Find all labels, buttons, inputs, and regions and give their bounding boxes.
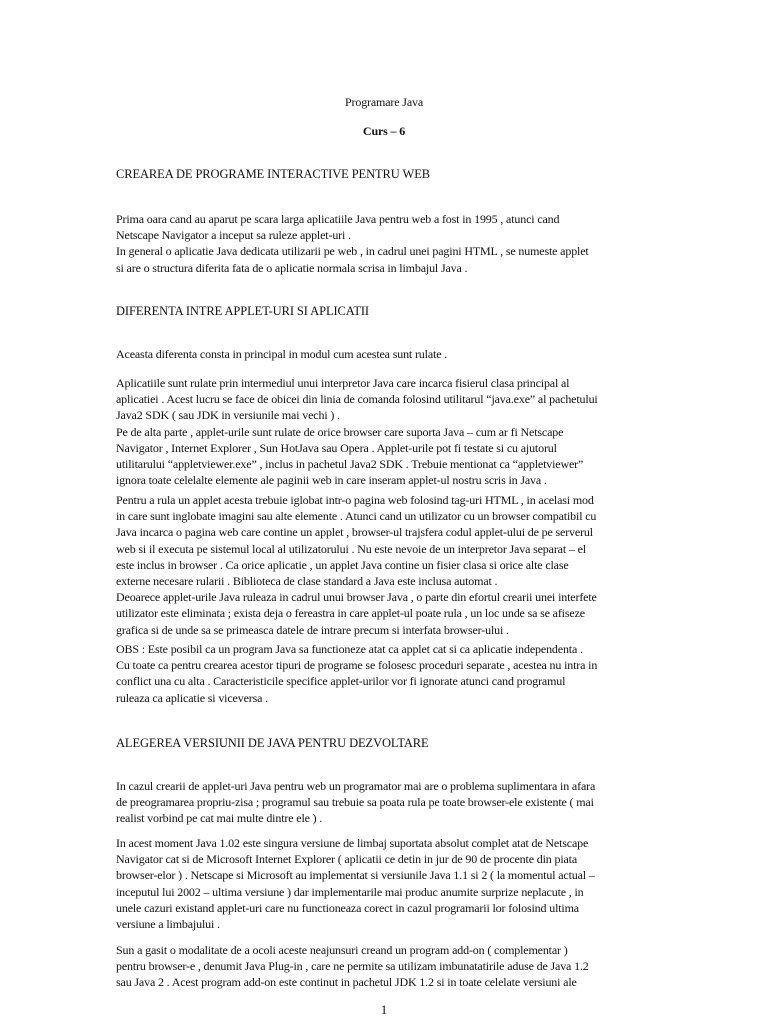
paragraph-3-3: Sun a gasit o modalitate de a ocoli aceste neajunsuri creand un program add-on ( complementar ) pentru browser-e , denumit Java Plug-in , care ne permite sa utilizam imbunatatirile aduse de Java 1.2 sau Java 2 . Acest program add-on este continut in pachetul JDK 1.2 si in toate celelate versiuni ale [116, 943, 589, 990]
paragraph-3-2: In acest moment Java 1.02 este singura versiune de limbaj suportata absolut complet atat de Netscape Navigator cat si de Microsoft Internet Explorer ( aplicatii ce detin in jur de 90 de procente din piata browser-elor ) . Netscape si Microsoft au implementat si versiunile Java 1.1 si 2 ( la momentul actual – inceputul lui 2002 – ultima versiune ) dar implementarile mai produc anumite surprize neplacute , in unele cazuri existand applet-uri care nu functioneaza corect in cazul programarii lor folosind ultima versiune a limbajului . [116, 836, 595, 932]
paragraph-1-1: Prima oara cand au aparut pe scara larga aplicatiile Java pentru web a fost in 1995 , atunci cand Netscape Navigator a inceput sa ruleze applet-uri . In general o aplicatie Java dedicata utilizarii pe web , in cadrul unei pagini HTML , se numeste applet si are o structura diferita fata de o aplicatie normala scrisa in limbajul Java . [116, 212, 589, 275]
paragraph-2-3: Pentru a rula un applet acesta trebuie iglobat intr-o pagina web folosind tag-uri HTML , in acelasi mod in care sunt inglobate imagini sau alte elemente . Atunci cand un utilizator cu un browser compatibil cu Java incarca o pagina web care contine un applet , browser-ul trajsfera codul applet-ului de pe serverul web si il executa pe sistemul local al utilizatorului . Nu este nevoie de un interpretor Java separat – el este inclus in browser . Ca orice aplicatie , un applet Java contine un fisier clasa si orice alte clase externe necesare rularii . Biblioteca de clase standard a Java este inclusa automat . Deoarece applet-urile Java ruleaza in cadrul unui browser Java , o parte din efortul crearii unei interfete utilizator este eliminata ; exista deja o fereastra in care applet-ul poate rula , un loc unde sa se afiseze grafica si de unde sa se primeasca datele de intrare precum si interfata browser-ului . [116, 493, 597, 637]
paragraph-2-4: OBS : Este posibil ca un program Java sa functioneze atat ca applet cat si ca aplicatie independenta . Cu toate ca pentru crearea acestor tipuri de programe se folosesc proceduri separate , acestea nu intra in conflict una cu alta . Caracteristicile specifice applet-urilor vor fi ignorate atunci cand programul ruleaza ca aplicatie si viceversa . [116, 642, 598, 705]
section-heading-3: ALEGEREA VERSIUNII DE JAVA PENTRU DEZVOLTARE [116, 736, 429, 750]
document-title: Programare Java [344, 95, 424, 109]
document-subtitle: Curs – 6 [362, 124, 406, 138]
paragraph-2-2: Aplicatiile sunt rulate prin intermediul unui interpretor Java care incarca fisierul clasa principal al aplicatiei . Acest lucru se face de obicei din linia de comanda folosind utilitarul “java.exe” al pachetului Java2 SDK ( sau JDK in versiunile mai vechi ) . Pe de alta parte , applet-urile sunt rulate de orice browser care suporta Java – cum ar fi Netscape Navigator , Internet Explorer , Sun HotJava sau Opera . Applet-urile pot fi testate si cu ajutorul utilitarului “appletviewer.exe” , inclus in pachetul Java2 SDK . Trebuie mentionat ca “appletviewer” ignora toate celelalte elemente ale paginii web in care inseram applet-ul nostru scris in Java . [116, 376, 598, 488]
section-heading-1: CREAREA DE PROGRAME INTERACTIVE PENTRU WEB [116, 167, 430, 181]
section-heading-2: DIFERENTA INTRE APPLET-URI SI APLICATII [116, 304, 369, 318]
page-number: 1 [380, 1002, 388, 1017]
paragraph-3-1: In cazul crearii de applet-uri Java pentru web un programator mai are o problema suplimentara in afara de preogramarea propriu-zisa ; programul sau trebuie sa poata rula pe toate browser-ele existente ( mai realist vorbind pe cat mai multe dintre ele ) . [116, 779, 596, 826]
paragraph-2-1: Aceasta diferenta consta in principal in modul cum acestea sunt rulate . [116, 347, 448, 361]
